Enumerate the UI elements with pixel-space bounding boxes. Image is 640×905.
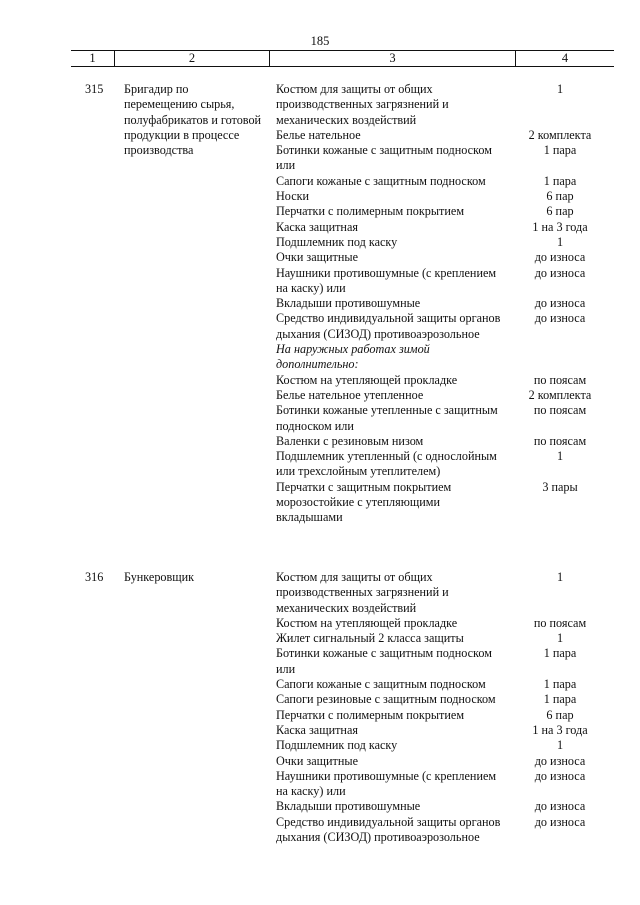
ppe-item <box>276 235 616 250</box>
ppe-item-quantity: 3 пары <box>542 479 578 494</box>
ppe-item <box>276 296 616 311</box>
ppe-item-name: Костюм для защиты от общих производственных загрязнений и механических воздействий <box>276 570 449 615</box>
ppe-item-quantity: до износа <box>534 311 586 326</box>
ppe-item-name: Белье нательное утепленное <box>276 387 424 402</box>
ppe-item-name: Ботинки кожаные с защитным подноском или <box>276 143 492 173</box>
ppe-item <box>276 799 616 814</box>
ppe-item-quantity: 1 <box>556 449 564 464</box>
ppe-item <box>276 189 616 204</box>
ppe-item <box>276 373 616 388</box>
ppe-item-name: Наушники противошумные (с креплением на каску) или <box>276 768 497 799</box>
ppe-item <box>276 631 616 646</box>
ppe-item-quantity: по поясам <box>533 403 587 418</box>
ppe-item-quantity: 1 пара <box>543 692 577 707</box>
ppe-item-name: Сапоги кожаные с защитным подноском <box>276 173 486 188</box>
ppe-item-name: Сапоги резиновые с защитным подноском <box>276 692 496 707</box>
ppe-item <box>276 646 616 677</box>
ppe-item-name: Подшлемник под каску <box>276 738 398 753</box>
ppe-item-name: Каска защитная <box>276 219 358 234</box>
ppe-item <box>276 723 616 738</box>
ppe-item <box>276 143 616 174</box>
ppe-item <box>276 434 616 449</box>
ppe-item-quantity: до износа <box>534 296 586 311</box>
ppe-item-quantity: 1 <box>556 631 564 646</box>
column-header-row <box>71 50 614 67</box>
ppe-item-quantity: по поясам <box>533 372 587 387</box>
ppe-item <box>276 342 616 373</box>
ppe-item <box>276 754 616 769</box>
ppe-item <box>276 769 616 800</box>
ppe-item <box>276 266 616 297</box>
entry-number: 315 <box>85 82 104 96</box>
ppe-item <box>276 616 616 631</box>
ppe-item-quantity: 1 <box>556 82 564 96</box>
column-header-2: 2 <box>115 51 270 66</box>
ppe-list <box>276 570 616 845</box>
ppe-item-quantity: 1 пара <box>543 677 577 692</box>
ppe-item-name: Перчатки с защитным покрытием морозостойкие с утепляющими вкладышами <box>276 479 452 525</box>
ppe-item-name: Перчатки с полимерным покрытием <box>276 204 465 219</box>
column-header-4: 4 <box>561 51 569 65</box>
ppe-item-quantity: 1 на 3 года <box>532 219 588 234</box>
ppe-item <box>276 250 616 265</box>
ppe-item-name: Подшлемник под каску <box>276 234 398 249</box>
ppe-item-name: Перчатки с полимерным покрытием <box>276 707 465 722</box>
ppe-item <box>276 738 616 753</box>
ppe-item-name: Носки <box>276 189 310 204</box>
ppe-item-name: Костюм на утепляющей прокладке <box>276 615 458 630</box>
ppe-item-quantity: 1 пара <box>543 173 577 188</box>
ppe-item-quantity: до износа <box>534 814 586 829</box>
ppe-item-name: Костюм на утепляющей прокладке <box>276 372 458 387</box>
ppe-item <box>276 204 616 219</box>
ppe-item <box>276 403 616 434</box>
ppe-item-name: Ботинки кожаные утепленные с защитным подноском или <box>276 403 498 433</box>
ppe-item-name: На наружных работах зимой дополнительно: <box>276 342 430 372</box>
ppe-item-quantity: до износа <box>534 753 586 768</box>
ppe-item-name: Белье нательное <box>276 127 361 142</box>
column-header-1: 1 <box>71 51 115 66</box>
ppe-item-quantity: до износа <box>534 799 586 814</box>
entry-number: 316 <box>85 570 104 584</box>
ppe-item <box>276 82 616 128</box>
ppe-item <box>276 449 616 480</box>
ppe-list <box>276 82 616 526</box>
ppe-item <box>276 128 616 143</box>
ppe-item-name: Ботинки кожаные с защитным подноском или <box>276 646 492 676</box>
ppe-item-quantity: 1 <box>556 570 564 584</box>
ppe-item <box>276 220 616 235</box>
ppe-item-quantity: 1 пара <box>543 143 577 158</box>
ppe-item <box>276 677 616 692</box>
page-number: 185 <box>310 34 330 48</box>
ppe-item-name: Средство индивидуальной защиты органов дыхания (СИЗОД) противоаэрозольное <box>276 814 501 845</box>
ppe-item <box>276 570 616 616</box>
ppe-item-name: Каска защитная <box>276 722 358 737</box>
ppe-item <box>276 311 616 342</box>
ppe-item-quantity: 6 пар <box>546 707 574 722</box>
ppe-item-quantity: до износа <box>534 250 586 265</box>
ppe-item-quantity: 1 <box>556 738 564 753</box>
ppe-item-name: Валенки с резиновым низом <box>276 433 424 448</box>
ppe-item <box>276 692 616 707</box>
ppe-item <box>276 174 616 189</box>
ppe-item-name: Сапоги кожаные с защитным подноском <box>276 677 486 692</box>
ppe-item <box>276 708 616 723</box>
ppe-item <box>276 815 616 846</box>
ppe-item-quantity: 2 комплекта <box>528 127 592 142</box>
ppe-item-quantity: 6 пар <box>546 189 574 204</box>
ppe-item-quantity: 1 <box>556 234 564 249</box>
ppe-item-quantity <box>508 342 612 373</box>
profession-name: Бригадир по перемещению сырья, полуфабрикатов и готовой продукции в процессе производства <box>124 82 262 158</box>
ppe-item-quantity: до износа <box>534 768 586 783</box>
ppe-item-quantity: до износа <box>534 265 586 280</box>
ppe-item-name: Вкладыши противошумные <box>276 799 421 814</box>
ppe-item-name: Подшлемник утепленный (с однослойным или трехслойным утеплителем) <box>276 449 497 479</box>
ppe-item-name: Вкладыши противошумные <box>276 296 421 311</box>
ppe-item <box>276 388 616 403</box>
ppe-item-name: Жилет сигнальный 2 класса защиты <box>276 631 464 646</box>
column-header-3: 3 <box>270 51 516 66</box>
ppe-item-name: Очки защитные <box>276 250 358 265</box>
ppe-item-name: Очки защитные <box>276 753 358 768</box>
ppe-item-name: Наушники противошумные (с креплением на каску) или <box>276 265 497 295</box>
ppe-item-name: Костюм для защиты от общих производственных загрязнений и механических воздействий <box>276 82 449 127</box>
ppe-item-quantity: 2 комплекта <box>528 387 592 402</box>
ppe-item-quantity: 1 пара <box>543 646 577 661</box>
ppe-item <box>276 480 616 526</box>
ppe-item-quantity: 6 пар <box>546 204 574 219</box>
profession-name: Бункеровщик <box>124 570 195 584</box>
ppe-item-quantity: по поясам <box>533 615 587 630</box>
ppe-item-name: Средство индивидуальной защиты органов дыхания (СИЗОД) противоаэрозольное <box>276 311 501 341</box>
ppe-item-quantity: 1 на 3 года <box>532 722 588 737</box>
ppe-item-quantity: по поясам <box>533 433 587 448</box>
